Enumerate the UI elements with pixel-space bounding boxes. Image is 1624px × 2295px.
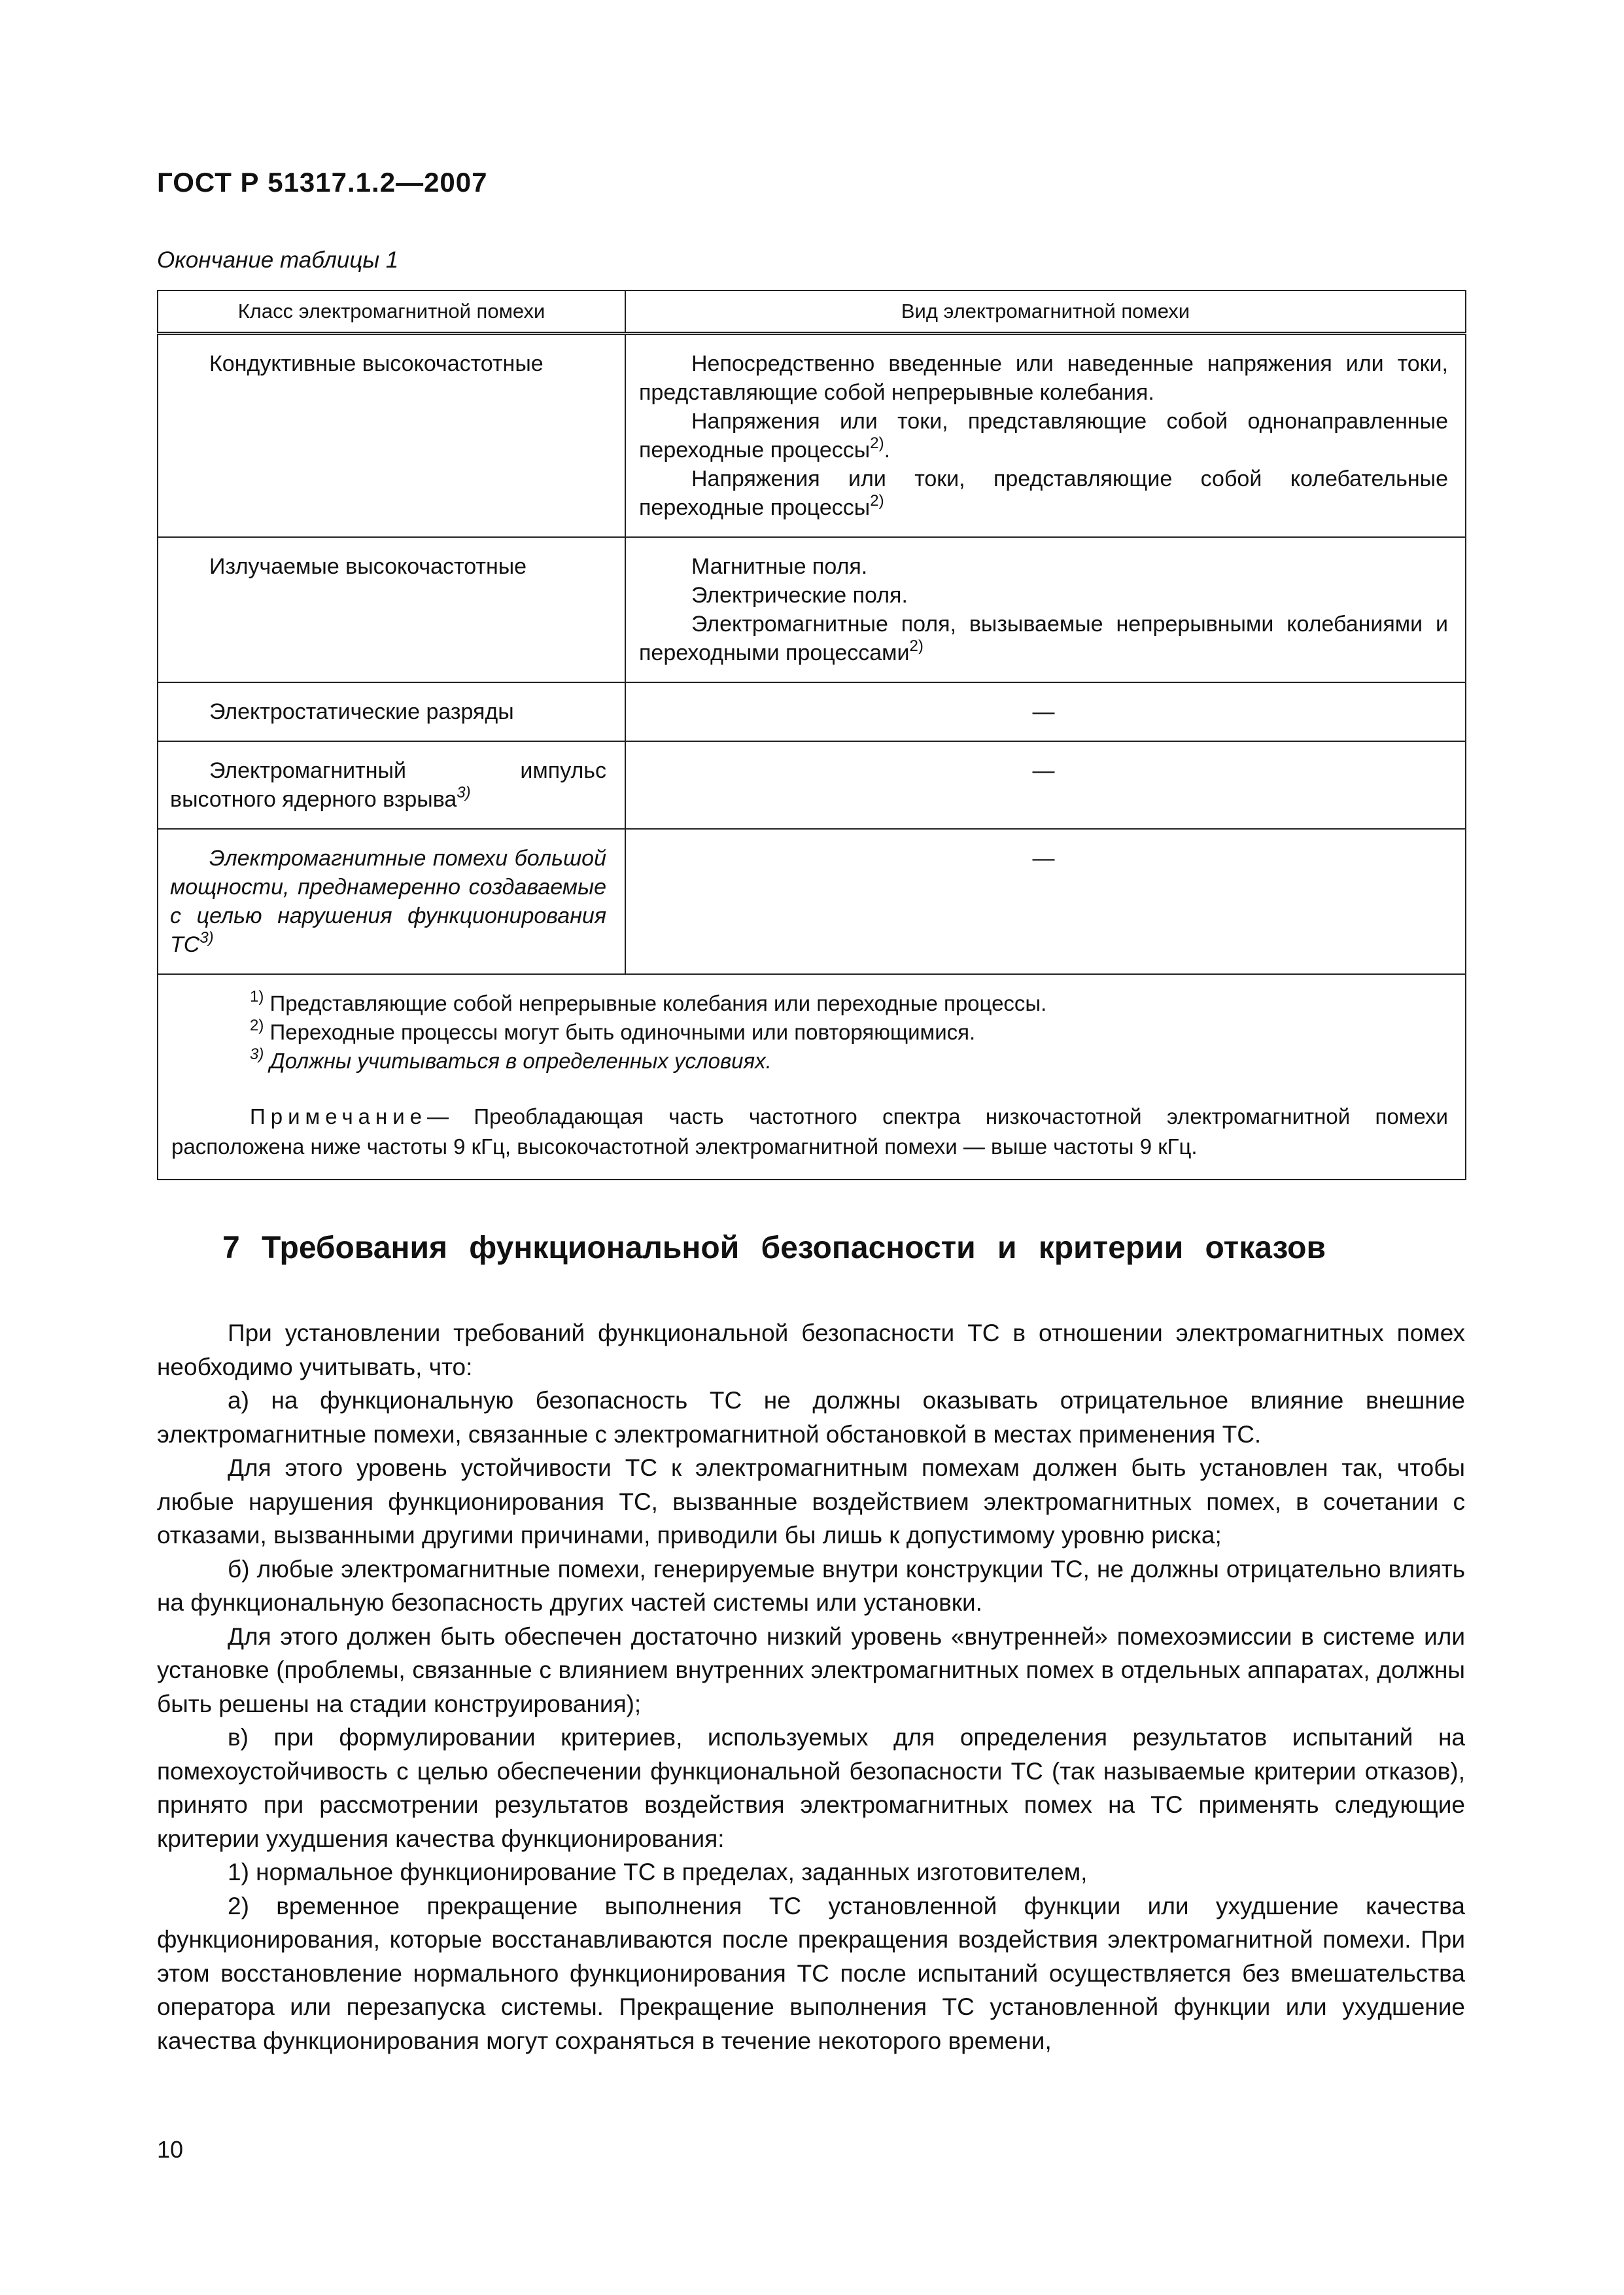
note-text: — Преобладающая часть частотного спектра низкочастотной электромагнитной помехи расположена ниже частоты 9 кГц, высокочастотной электромагнитной помехи — выше частоты 9 кГц. — [171, 1104, 1448, 1159]
kind-cell: — — [625, 741, 1466, 829]
paragraph: Для этого уровень устойчивости ТС к электромагнитным помехам должен быть установлен так, чтобы любые нарушения функционирования ТС, вызванные воздействием электромагнитных помех, в сочетании с отказами, вызванными другими причинами, приводили бы лишь к допустимому уровню риска; — [157, 1454, 1465, 1549]
paragraph: а) на функциональную безопасность ТС не должны оказывать отрицательное влияние внешние электромагнитные помехи, связанные с электромагнитной обстановкой в местах применения ТС. — [157, 1387, 1465, 1448]
class-text: Излучаемые высокочастотные — [209, 554, 527, 579]
paragraph: При установлении требований функциональной безопасности ТС в отношении электромагнитных помех необходимо учитывать, что: — [157, 1320, 1465, 1380]
table-row — [158, 741, 1466, 829]
paragraph: в) при формулировании критериев, используемых для определения результатов испытаний на помехоустойчивость с целью обеспечении функциональной безопасности ТС (так называемые критерии отказов), принято при рассмотрении результатов воздействия электромагнитных помех на ТС применять следующие критерии ухудшения качества функционирования: — [157, 1724, 1465, 1852]
table-row — [158, 334, 1466, 538]
column-header-kind: Вид электромагнитной помехи — [625, 290, 1466, 334]
paragraph: Для этого должен быть обеспечен достаточно низкий уровень «внутренней» помехоэмиссии в системе или установке (проблемы, связанные с влиянием внутренних электромагнитных помех в отдельных аппаратах, должны быть решены на стадии конструирования); — [157, 1622, 1465, 1717]
kind-text: Электромагнитные поля, вызываемые непрерывными колебаниями и переходными процессами$^{2)}$ — [639, 612, 1448, 665]
page-number: 10 — [157, 2136, 184, 2163]
kind-cell — [625, 334, 1466, 538]
class-text: Кондуктивные высокочастотные — [209, 351, 544, 376]
kind-text: Напряжения или токи, представляющие собой колебательные переходные процессы$^{2)}$ — [639, 466, 1448, 520]
table-row — [158, 829, 1466, 974]
kind-text: Непосредственно введенные или наведенные напряжения или токи, представляющие собой непрерывные колебания. — [639, 351, 1448, 405]
class-cell — [158, 537, 625, 682]
footnote: $^{1)}$ Представляющие собой непрерывные колебания или переходные процессы. — [250, 988, 1047, 1015]
class-cell — [158, 741, 625, 829]
table-header-row — [158, 290, 1466, 334]
class-text: Электростатические разряды — [209, 699, 514, 724]
kind-cell — [625, 537, 1466, 682]
kind-cell: — — [625, 682, 1466, 741]
kind-text: Магнитные поля. — [691, 554, 868, 579]
emi-class-table — [157, 290, 1466, 1180]
kind-text: Напряжения или токи, представляющие собой однонаправленные переходные процессы$^{2)}$. — [639, 409, 1448, 463]
column-header-class: Класс электромагнитной помехи — [158, 290, 625, 334]
class-text: Электромагнитный импульс высотного ядерного взрыва$^{3)}$ — [170, 758, 606, 812]
footnote: $^{2)}$ Переходные процессы могут быть одиночными или повторяющимися. — [250, 1017, 976, 1044]
notes-cell — [158, 974, 1466, 1180]
table-note — [171, 1102, 1448, 1162]
paragraph: 2) временное прекращение выполнения ТС установленной функции или ухудшение качества функционирования, которые восстанавливаются после прекращения воздействия электромагнитной помехи. При этом восстановление нормального функционирования ТС после испытаний осуществляется без вмешательства оператора или перезапуска системы. Прекращение выполнения ТС установленной функции или ухудшение качества функционирования могут сохраняться в течение некоторого времени, — [157, 1892, 1465, 2054]
class-text: Электромагнитные помехи большой мощности, преднамеренно создаваемые с целью нарушения функционирования ТС$^{3)}$ — [170, 846, 606, 957]
paragraph: 1) нормальное функционирование ТС в пределах, заданных изготовителем, — [228, 1859, 1088, 1885]
kind-cell: — — [625, 829, 1466, 974]
class-cell — [158, 682, 625, 741]
table-row — [158, 682, 1466, 741]
paragraph: б) любые электромагнитные помехи, генерируемые внутри конструкции ТС, не должны отрицательно влиять на функциональную безопасность других частей системы или установки. — [157, 1555, 1465, 1616]
note-label: Примечание — [250, 1104, 428, 1129]
section-title: 7 Требования функциональной безопасности и критерии отказов — [222, 1231, 1326, 1265]
table-notes-row — [158, 974, 1466, 1180]
footnote: $^{3)}$ Должны учитываться в определенных условиях. — [250, 1045, 772, 1073]
standard-header: ГОСТ Р 51317.1.2—2007 — [157, 167, 488, 198]
table-caption: Окончание таблицы 1 — [157, 247, 399, 273]
class-cell — [158, 829, 625, 974]
kind-text: Электрические поля. — [691, 583, 908, 608]
class-cell — [158, 334, 625, 538]
table-row — [158, 537, 1466, 682]
section-body — [157, 1316, 1465, 2058]
